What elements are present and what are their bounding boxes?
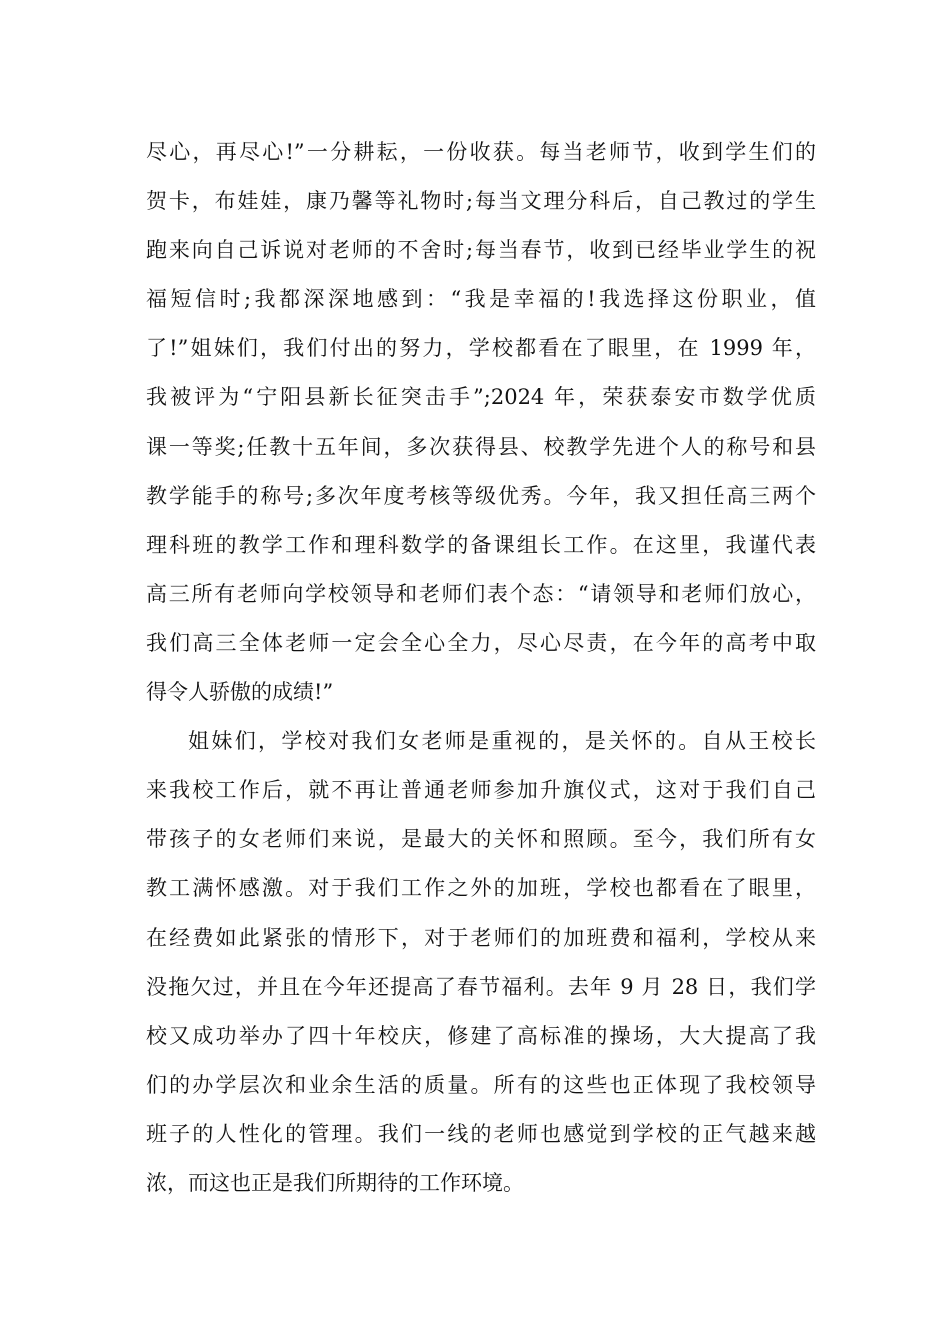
- paragraph-line: 得令人骄傲的成绩!”: [146, 680, 334, 705]
- paragraph-line: 跑来向自己诉说对老师的不舍时;每当春节，收到已经毕业学生的祝: [146, 238, 816, 263]
- paragraph-line: 在经费如此紧张的情形下，对于老师们的加班费和福利，学校从来: [146, 925, 816, 950]
- paragraph-line: 高三所有老师向学校领导和老师们表个态：“请领导和老师们放心，: [146, 581, 816, 606]
- paragraph-line: 班子的人性化的管理。我们一线的老师也感觉到学校的正气越来越: [146, 1121, 816, 1146]
- paragraph-line: 带孩子的女老师们来说，是最大的关怀和照顾。至今，我们所有女: [146, 827, 816, 852]
- paragraph-2: [146, 717, 816, 1208]
- body-text: [146, 128, 816, 1208]
- paragraph-line: 们的办学层次和业余生活的质量。所有的这些也正体现了我校领导: [146, 1072, 816, 1097]
- paragraph-line: 尽心，再尽心!”一分耕耘，一份收获。每当老师节，收到学生们的: [146, 140, 816, 164]
- paragraph-line-indented: 姐妹们，学校对我们女老师是重视的，是关怀的。自从王校长: [188, 729, 816, 754]
- paragraph-line: 了!”姐妹们，我们付出的努力，学校都看在了眼里，在 1999 年，: [146, 336, 816, 361]
- paragraph-line: 福短信时;我都深深地感到：“我是幸福的!我选择这份职业，值: [146, 287, 816, 312]
- paragraph-line: 理科班的教学工作和理科数学的备课组长工作。在这里，我谨代表: [146, 532, 816, 557]
- paragraph-line: 课一等奖;任教十五年间，多次获得县、校教学先进个人的称号和县: [146, 434, 816, 459]
- paragraph-line: 教工满怀感激。对于我们工作之外的加班，学校也都看在了眼里，: [146, 876, 816, 901]
- paragraph-line: 教学能手的称号;多次年度考核等级优秀。今年，我又担任高三两个: [146, 483, 816, 508]
- paragraph-line: 我们高三全体老师一定会全心全力，尽心尽责，在今年的高考中取: [146, 630, 816, 655]
- paragraph-line: 校又成功举办了四十年校庆，修建了高标准的操场，大大提高了我: [146, 1023, 816, 1048]
- paragraph-1: [146, 128, 816, 717]
- paragraph-line: 没拖欠过，并且在今年还提高了春节福利。去年 9 月 28 日，我们学: [146, 974, 816, 999]
- paragraph-line: 来我校工作后，就不再让普通老师参加升旗仪式，这对于我们自己: [146, 778, 816, 803]
- paragraph-line: 我被评为“宁阳县新长征突击手”;2024 年，荣获泰安市数学优质: [146, 385, 816, 410]
- paragraph-line: 贺卡，布娃娃，康乃馨等礼物时;每当文理分科后，自己教过的学生: [146, 189, 816, 214]
- paragraph-line: 浓，而这也正是我们所期待的工作环境。: [146, 1170, 524, 1195]
